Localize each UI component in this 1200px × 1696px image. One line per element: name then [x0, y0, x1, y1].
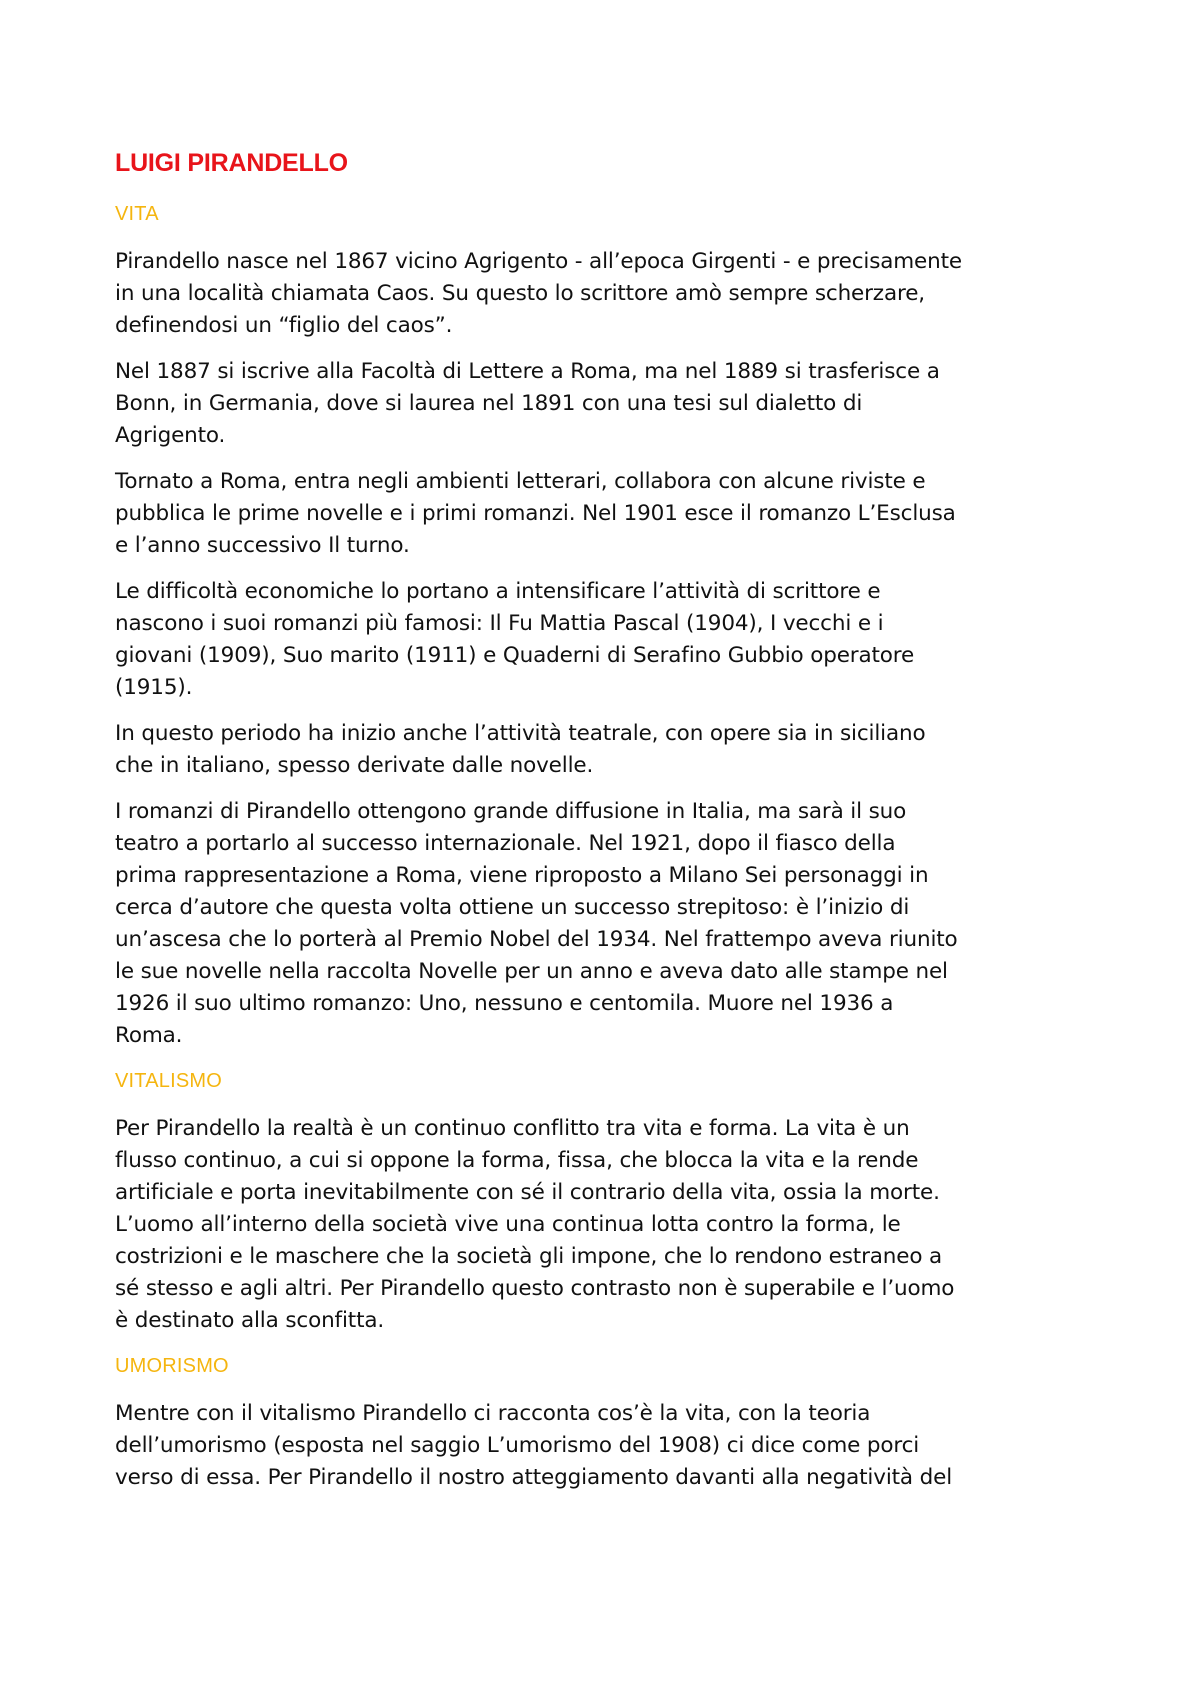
paragraph-line: 1926 il suo ultimo romanzo: Uno, nessuno e centomila. Muore nel 1936 a — [115, 991, 894, 1016]
paragraph-line: e l’anno successivo Il turno. — [115, 533, 410, 558]
paragraph-line: pubblica le prime novelle e i primi romanzi. Nel 1901 esce il romanzo L’Esclusa — [115, 501, 956, 526]
document-body — [115, 146, 1105, 1508]
paragraph — [115, 1113, 1105, 1337]
paragraph-line: verso di essa. Per Pirandello il nostro atteggiamento davanti alla negatività del — [115, 1465, 953, 1490]
paragraph — [115, 1398, 1105, 1494]
paragraph — [115, 466, 1105, 562]
paragraph-line: costrizioni e le maschere che la società gli impone, che lo rendono estraneo a — [115, 1244, 943, 1269]
section-heading: UMORISMO — [115, 1355, 229, 1377]
paragraph-line: Nel 1887 si iscrive alla Facoltà di Lettere a Roma, ma nel 1889 si trasferisce a — [115, 359, 940, 384]
paragraph-line: che in italiano, spesso derivate dalle novelle. — [115, 753, 594, 778]
paragraph-line: L’uomo all’interno della società vive una continua lotta contro la forma, le — [115, 1212, 901, 1237]
paragraph — [115, 356, 1105, 452]
paragraph-line: (1915). — [115, 675, 193, 700]
paragraph-line: Le difficoltà economiche lo portano a intensificare l’attività di scrittore e — [115, 579, 881, 604]
section-heading: VITA — [115, 203, 159, 225]
paragraph-line: Roma. — [115, 1023, 183, 1048]
paragraph-line: flusso continuo, a cui si oppone la forma, fissa, che blocca la vita e la rende — [115, 1148, 919, 1173]
paragraph-line: le sue novelle nella raccolta Novelle per un anno e aveva dato alle stampe nel — [115, 959, 948, 984]
paragraph-line: giovani (1909), Suo marito (1911) e Quaderni di Serafino Gubbio operatore — [115, 643, 915, 668]
section-heading: VITALISMO — [115, 1070, 223, 1092]
paragraph-line: In questo periodo ha inizio anche l’attività teatrale, con opere sia in siciliano — [115, 721, 926, 746]
paragraph-line: sé stesso e agli altri. Per Pirandello questo contrasto non è superabile e l’uomo — [115, 1276, 955, 1301]
paragraph — [115, 246, 1105, 342]
paragraph-line: artificiale e porta inevitabilmente con sé il contrario della vita, ossia la morte. — [115, 1180, 940, 1205]
paragraph-line: Agrigento. — [115, 423, 226, 448]
paragraph-line: nascono i suoi romanzi più famosi: Il Fu Mattia Pascal (1904), I vecchi e i — [115, 611, 884, 636]
paragraph-line: I romanzi di Pirandello ottengono grande diffusione in Italia, ma sarà il suo — [115, 799, 907, 824]
paragraph — [115, 576, 1105, 704]
paragraph-line: Tornato a Roma, entra negli ambienti letterari, collabora con alcune riviste e — [115, 469, 926, 494]
document-title: LUIGI PIRANDELLO — [115, 149, 348, 177]
paragraph-line: prima rappresentazione a Roma, viene riproposto a Milano Sei personaggi in — [115, 863, 929, 888]
paragraph-line: Pirandello nasce nel 1867 vicino Agrigento - all’epoca Girgenti - e precisamente — [115, 249, 962, 274]
paragraph-line: è destinato alla sconfitta. — [115, 1308, 385, 1333]
paragraph-line: un’ascesa che lo porterà al Premio Nobel del 1934. Nel frattempo aveva riunito — [115, 927, 958, 952]
paragraph-line: dell’umorismo (esposta nel saggio L’umorismo del 1908) ci dice come porci — [115, 1433, 920, 1458]
paragraph-line: in una località chiamata Caos. Su questo lo scrittore amò sempre scherzare, — [115, 281, 925, 306]
paragraph-line: Per Pirandello la realtà è un continuo conflitto tra vita e forma. La vita è un — [115, 1116, 910, 1141]
paragraph-line: cerca d’autore che questa volta ottiene un successo strepitoso: è l’inizio di — [115, 895, 910, 920]
paragraph-line: Bonn, in Germania, dove si laurea nel 1891 con una tesi sul dialetto di — [115, 391, 863, 416]
paragraph-line: definendosi un “figlio del caos”. — [115, 313, 453, 338]
paragraph — [115, 796, 1105, 1052]
paragraph-line: Mentre con il vitalismo Pirandello ci racconta cos’è la vita, con la teoria — [115, 1401, 871, 1426]
paragraph-line: teatro a portarlo al successo internazionale. Nel 1921, dopo il fiasco della — [115, 831, 896, 856]
paragraph — [115, 718, 1105, 782]
